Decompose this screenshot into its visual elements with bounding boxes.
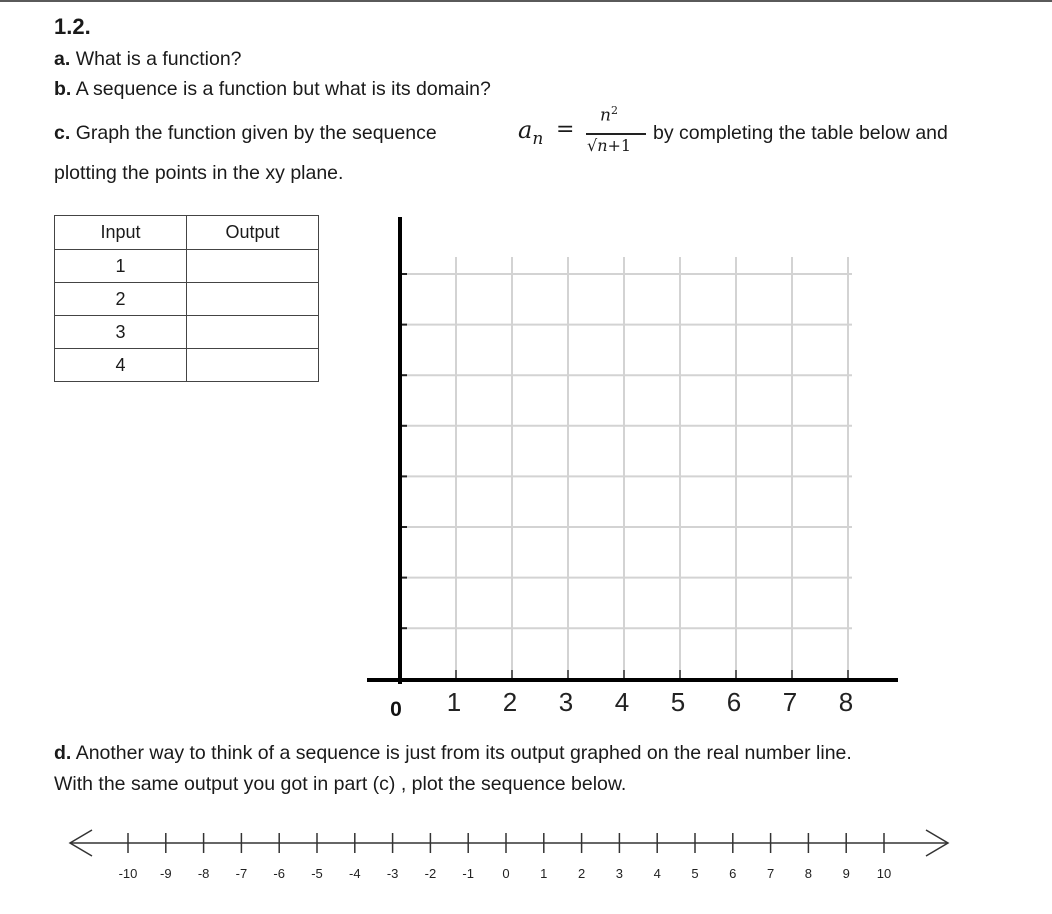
question-c	[54, 122, 437, 145]
grid-lines	[400, 257, 852, 680]
problem-number: 1.2.	[54, 14, 91, 39]
table-input-cell: 1	[55, 250, 187, 283]
x-axis-label: 3	[558, 687, 574, 717]
table-row	[55, 349, 319, 382]
table-header-row	[55, 216, 319, 250]
question-a-letter: a.	[54, 48, 71, 70]
question-b	[54, 78, 491, 101]
number-line-label: -7	[235, 866, 248, 881]
question-c-letter: c.	[54, 122, 71, 144]
number-line-label: -3	[386, 866, 399, 881]
table-output-cell[interactable]	[187, 283, 319, 316]
table-row	[55, 316, 319, 349]
real-number-line[interactable]	[56, 820, 966, 888]
question-c-tail: by completing the table below and	[653, 122, 948, 144]
number-line-label: 7	[766, 866, 775, 881]
number-line-label: 8	[804, 866, 813, 881]
number-line-label: -5	[311, 866, 323, 881]
table-input-cell: 4	[55, 349, 187, 382]
question-a-text: What is a function?	[75, 48, 242, 70]
x-axis-label: 1	[446, 687, 462, 717]
question-d-letter: d.	[54, 742, 72, 764]
origin-label: 0	[390, 698, 402, 721]
sequence-formula	[518, 104, 658, 164]
number-line-label: 1	[540, 866, 548, 881]
coordinate-grid[interactable]	[360, 212, 905, 722]
x-axis-label: 7	[782, 687, 798, 717]
number-line-label: 4	[653, 866, 661, 881]
question-d-text: Another way to think of a sequence is just from its output graphed on the real number line.	[75, 742, 852, 764]
number-line-label: -10	[118, 866, 138, 881]
number-line-label: -2	[424, 866, 437, 881]
question-c-text: Graph the function given by the sequence	[75, 122, 437, 144]
table-output-cell[interactable]	[187, 250, 319, 283]
number-line-label: -8	[197, 866, 210, 881]
question-b-text: A sequence is a function but what is its domain?	[75, 78, 491, 100]
number-line-label: 3	[615, 866, 624, 881]
table-input-cell: 3	[55, 316, 187, 349]
x-axis-label: 2	[502, 687, 518, 717]
x-axis-label: 8	[838, 687, 854, 717]
formula-equals: =	[556, 117, 575, 142]
number-line-label: 5	[691, 866, 699, 881]
question-b-letter: b.	[54, 78, 72, 100]
number-line-label: 0	[502, 866, 510, 881]
formula-lhs: $a_n$	[518, 116, 544, 149]
x-axis-label: 4	[614, 687, 630, 717]
x-axis-label: 6	[726, 687, 742, 717]
table-output-cell[interactable]	[187, 316, 319, 349]
x-axis-label: 5	[670, 687, 686, 717]
question-d	[54, 742, 852, 765]
number-line-label: 10	[876, 866, 892, 881]
number-line-label: -1	[462, 866, 474, 881]
table-header-output: Output	[187, 216, 319, 250]
number-line-label: -4	[349, 866, 361, 881]
number-line-label: 9	[842, 866, 850, 881]
table-input-cell: 2	[55, 283, 187, 316]
question-c-line2: plotting the points in the xy plane.	[54, 162, 344, 184]
question-d-line2: With the same output you got in part (c) , plot the sequence below.	[54, 773, 627, 795]
number-line-label: 6	[729, 866, 737, 881]
table-output-cell[interactable]	[187, 349, 319, 382]
table-row	[55, 250, 319, 283]
formula-denominator: √n+1	[587, 136, 632, 155]
top-rule	[0, 0, 1052, 2]
question-a	[54, 48, 242, 71]
number-line-label: -6	[273, 866, 285, 881]
number-line-label: 2	[577, 866, 586, 881]
table-row	[55, 283, 319, 316]
number-line-label: -9	[160, 866, 172, 881]
formula-numerator: $n^2$	[600, 104, 618, 126]
input-output-table	[54, 215, 319, 382]
table-header-input: Input	[55, 216, 187, 250]
